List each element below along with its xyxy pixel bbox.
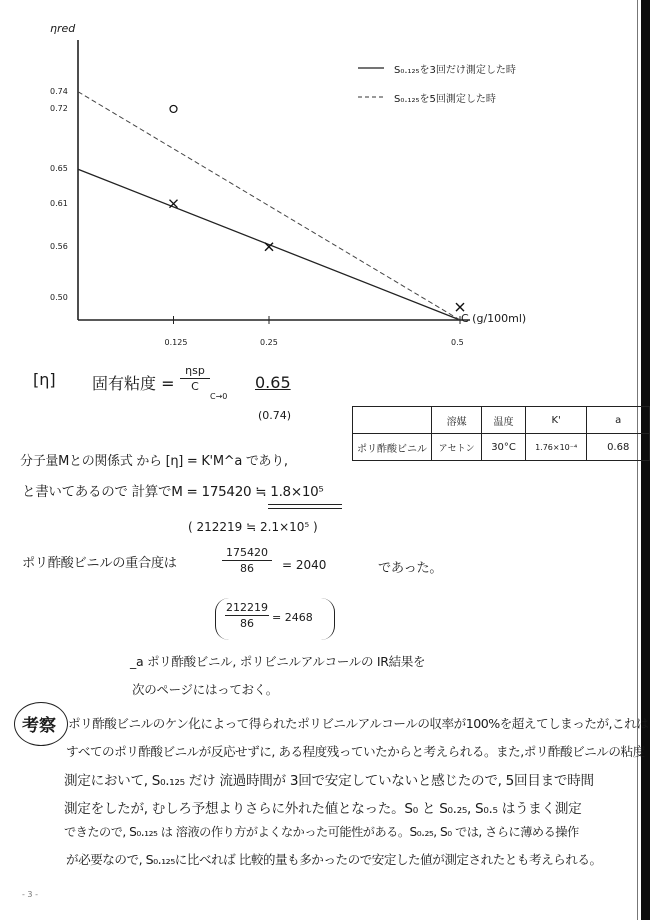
- y-tick-label: 0.74: [50, 86, 68, 96]
- table-row: [353, 434, 650, 461]
- dp-fraction: [222, 546, 272, 575]
- intrinsic-frac-bottom: C: [191, 380, 199, 393]
- discussion-line-3: 測定において, S₀.₁₂₅ だけ 流過時間が 3回で安定していないと感じたので, 5回目まで時間: [64, 773, 594, 789]
- data-point-x: [456, 303, 464, 311]
- mw-underline-2: [268, 508, 342, 509]
- discussion-line-5: できたので, S₀.₁₂₅ は 溶液の作り方がよくなかった可能性がある。S₀.₂₅, S₀ では, さらに薄める操作: [64, 825, 579, 839]
- intrinsic-frac-top: ηsp: [185, 364, 205, 377]
- legend-solid-label: S₀.₁₂₅を3回だけ測定した時: [394, 65, 516, 76]
- solid-fit-line: [78, 169, 460, 320]
- mw-line1: 分子量Mとの関係式 から [η] = K'M^a であり,: [20, 454, 288, 469]
- discussion-line-6: が必要なので, S₀.₁₂₅に比べれば 比較的量も多かったので安定した値が測定されたとも考えられる。: [66, 852, 602, 867]
- table-cell: ポリ酢酸ビニル: [353, 434, 432, 461]
- table-cell: 0.68: [587, 434, 650, 461]
- table-header-cell: 溶媒: [432, 407, 482, 434]
- mw-underline-1: [268, 504, 342, 505]
- legend-dashed-label: S₀.₁₂₅を5回測定した時: [394, 94, 496, 105]
- dp-alt-top: 212219: [226, 601, 268, 614]
- page-mark: - 3 -: [22, 890, 38, 899]
- y-axis-label: ηred: [50, 22, 76, 35]
- dp-alt-bottom: 86: [240, 617, 254, 630]
- discussion-line-2: すべてのポリ酢酸ビニルが反応せずに, ある程度残っていたからと考えられる。また,ポリ酢酸ビニルの粘度: [66, 744, 645, 759]
- mw-alt: ( 212219 ≒ 2.1×10⁵ ): [188, 520, 318, 534]
- intrinsic-limit: C→0: [210, 392, 228, 401]
- x-tick-label: 0.25: [260, 338, 278, 347]
- y-tick-label: 0.56: [50, 241, 68, 251]
- y-tick-label: 0.65: [50, 164, 68, 174]
- dp-frac-bottom: 86: [240, 562, 254, 575]
- legend: [358, 68, 384, 97]
- mw-line2: と書いてあるので 計算でM = 175420 ≒ 1.8×10⁵: [22, 484, 324, 500]
- dashed-fit-line: [78, 92, 460, 320]
- dp-result: = 2040: [282, 558, 327, 572]
- table-cell: 1.76×10⁻⁴: [525, 434, 587, 461]
- table-header-cell: a: [587, 407, 650, 434]
- table-cell: アセトン: [432, 434, 482, 461]
- y-tick-label: 0.61: [50, 198, 68, 208]
- intrinsic-label: 固有粘度 =: [92, 374, 175, 393]
- discussion-line-1: ポリ酢酸ビニルのケン化によって得られたポリビニルアルコールの収率が100%を超えてしまったが,これは: [68, 716, 649, 731]
- discussion-line-4: 測定をしたが, むしろ予想よりさらに外れた値となった。S₀ と S₀.₂₅, S₀.₅ はうまく測定: [64, 801, 582, 817]
- intrinsic-fraction: [180, 364, 210, 393]
- y-tick-label: 0.72: [50, 103, 68, 113]
- dp-tail: であった。: [378, 561, 443, 576]
- kosatsu-label: 考察: [22, 716, 56, 736]
- viscosity-chart: [0, 0, 650, 360]
- ir-line2: 次のページにはっておく。: [132, 682, 278, 697]
- table-header-row: [353, 407, 650, 434]
- y-tick-label: 0.50: [50, 293, 68, 303]
- dp-alt-fraction: [225, 601, 269, 630]
- table-header-cell: [353, 407, 432, 434]
- x-tick-label: 0.5: [451, 338, 464, 347]
- intrinsic-value: 0.65: [255, 373, 291, 392]
- x-tick-label: 0.125: [164, 338, 188, 347]
- table-cell: 30°C: [482, 434, 526, 461]
- data-point-o: [170, 105, 177, 112]
- intrinsic-value-alt: (0.74): [258, 409, 292, 422]
- table-header-cell: 温度: [482, 407, 526, 434]
- dp-line: ポリ酢酸ビニルの重合度は: [22, 556, 177, 571]
- chart-axes: [78, 40, 470, 320]
- x-axis-label: C (g/100ml): [461, 312, 527, 325]
- table-header-cell: K': [525, 407, 587, 434]
- parameter-table: [352, 406, 650, 461]
- intrinsic-bracket: [η]: [33, 370, 56, 389]
- dp-alt-result: = 2468: [272, 611, 313, 624]
- dp-frac-top: 175420: [226, 546, 268, 559]
- ir-line1: _a ポリ酢酸ビニル, ポリビニルアルコールの IR結果を: [130, 654, 426, 669]
